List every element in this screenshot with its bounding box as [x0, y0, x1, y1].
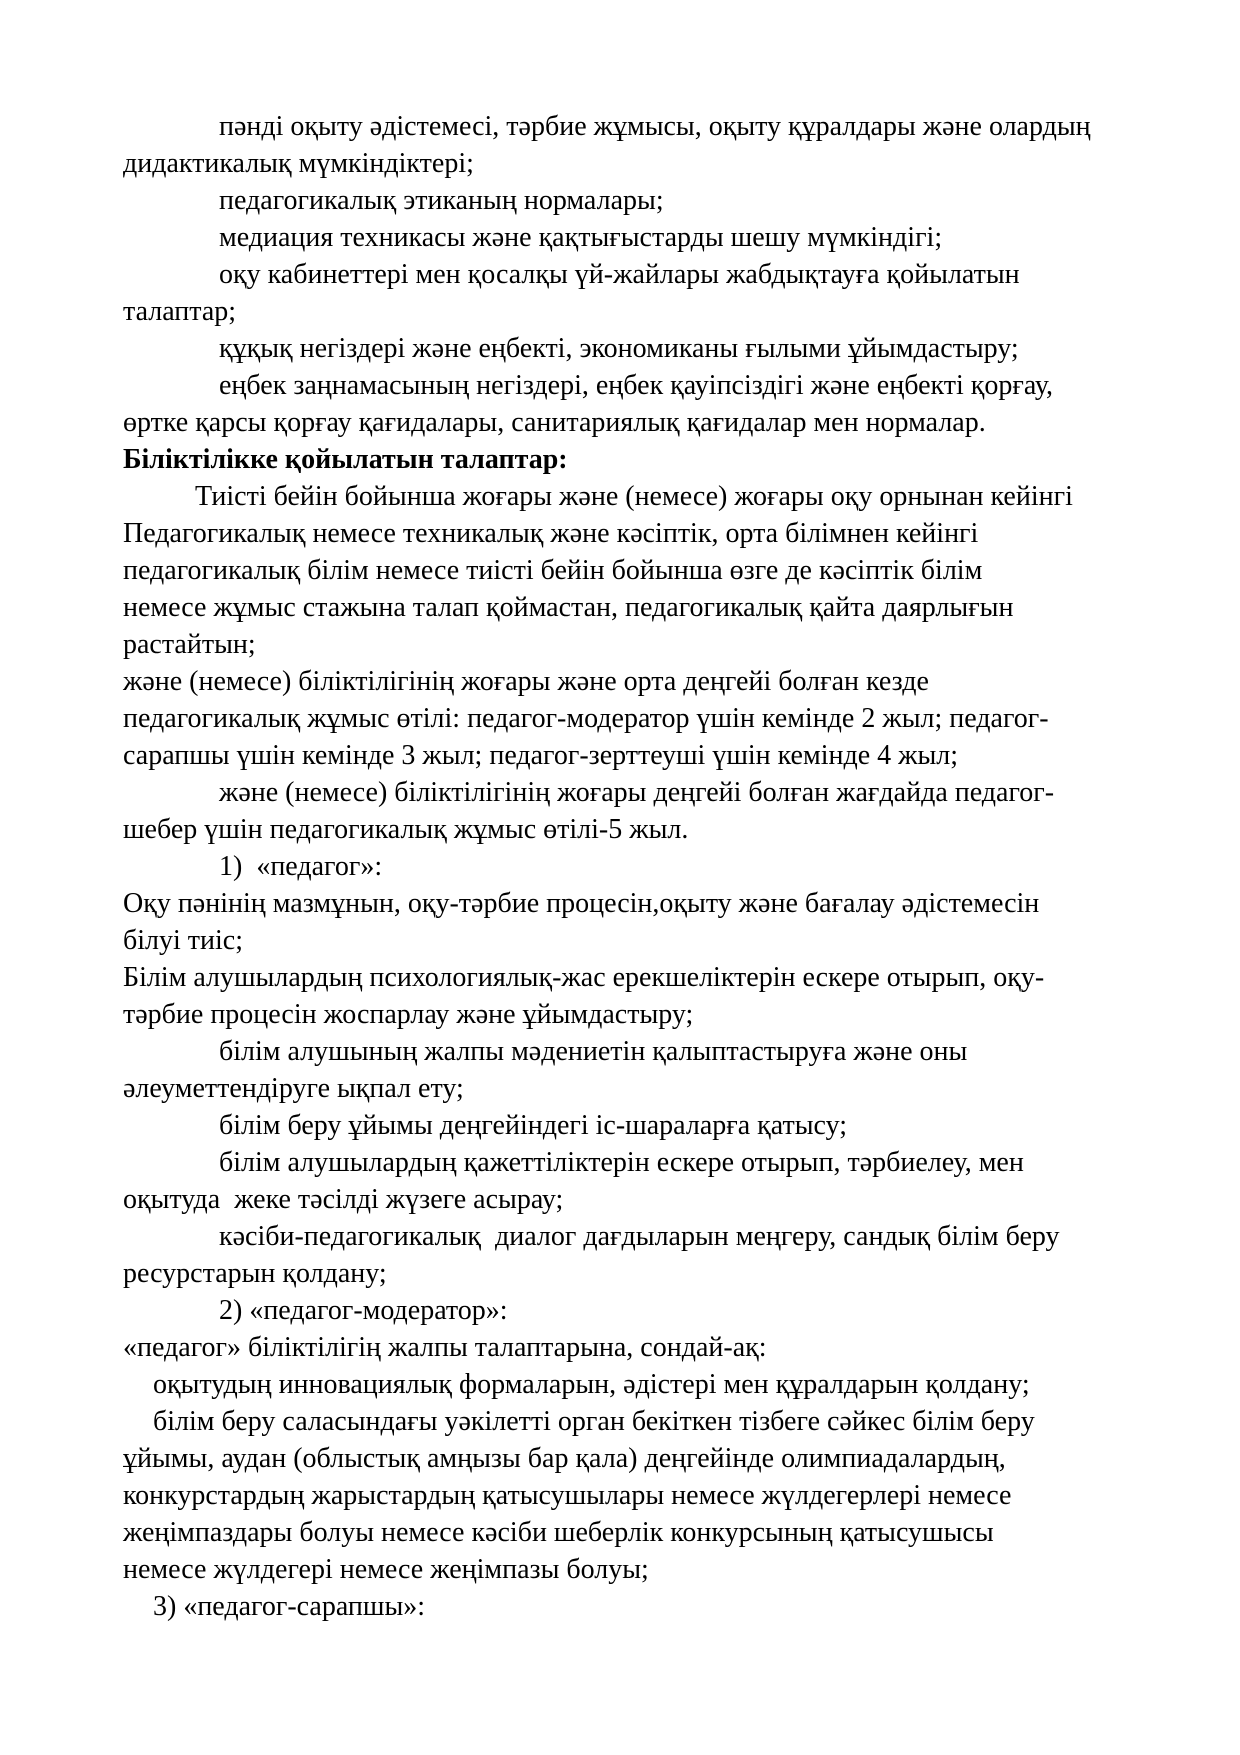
text-line: дидактикалық мүмкіндіктері;	[123, 148, 474, 179]
list-item-number-3: 3) «педагог-сарапшы»:	[153, 1591, 426, 1622]
text-line: өртке қарсы қорғау қағидалары, санитариялық қағидалар мен нормалар.	[123, 407, 986, 438]
text-line: «педагог» біліктілігің жалпы талаптарына, сондай-ақ:	[123, 1332, 767, 1363]
text-line: оқытуда жеке тәсілді жүзеге асырау;	[123, 1184, 564, 1215]
text-line: педагогикалық жұмыс өтілі: педагог-модератор үшін кемінде 2 жыл; педагог-	[123, 703, 1049, 734]
text-line: Білім алушылардың психологиялық-жас ерекшеліктерін ескере отырып, оқу-	[123, 962, 1045, 993]
text-line: педагогикалық білім немесе тиісті бейін бойынша өзге де кәсіптік білім	[123, 555, 983, 586]
text-line: жеңімпаздары болуы немесе кәсіби шеберлік конкурсының қатысушысы	[123, 1517, 994, 1548]
text-line: пәнді оқыту әдістемесі, тәрбие жұмысы, оқыту құралдары және олардың	[219, 111, 1091, 142]
text-line: білім беру ұйымы деңгейіндегі іс-шараларға қатысу;	[219, 1110, 847, 1141]
list-item-number-2: 2) «педагог-модератор»:	[219, 1295, 508, 1326]
text-line: білім алушылардың қажеттіліктерін ескере отырып, тәрбиелеу, мен	[219, 1147, 1024, 1178]
text-line: тәрбие процесін жоспарлау және ұйымдастыру;	[123, 999, 694, 1030]
text-line: білім беру саласындағы уәкілетті орган бекіткен тізбеге сәйкес білім беру	[153, 1406, 1035, 1437]
text-line: оқытудың инновациялық формаларын, әдістері мен құралдарын қолдану;	[153, 1369, 1030, 1400]
text-line: білуі тиіс;	[123, 925, 243, 956]
text-line: кәсіби-педагогикалық диалог дағдыларын меңгеру, сандық білім беру	[219, 1221, 1060, 1252]
text-line: шебер үшін педагогикалық жұмыс өтілі-5 жыл.	[123, 814, 689, 845]
list-item-number-1: 1) «педагог»:	[219, 851, 383, 882]
section-heading: Біліктілікке қойылатын талаптар:	[123, 444, 568, 475]
text-line: растайтын;	[123, 629, 256, 660]
text-line: немесе жүлдегері немесе жеңімпазы болуы;	[123, 1554, 649, 1585]
text-line: Оқу пәнінің мазмұнын, оқу-тәрбие процесін,оқыту және бағалау әдістемесін	[123, 888, 1040, 919]
text-line: және (немесе) біліктілігінің жоғары деңгейі болған жағдайда педагог-	[219, 777, 1055, 808]
text-line: немесе жұмыс стажына талап қоймастан, педагогикалық қайта даярлығын	[123, 592, 1014, 623]
text-line: білім алушының жалпы мәдениетін қалыптастыруға және оны	[219, 1036, 968, 1067]
text-line: оқу кабинеттері мен қосалқы үй-жайлары жабдықтауға қойылатын	[219, 259, 1020, 290]
text-line: әлеуметтендіруге ықпал ету;	[123, 1073, 464, 1104]
text-line: еңбек заңнамасының негіздері, еңбек қауіпсіздігі және еңбекті қорғау,	[219, 370, 1054, 401]
text-line: Педагогикалық немесе техникалық және кәсіптік, орта білімнен кейінгі	[123, 518, 979, 549]
text-line: талаптар;	[123, 296, 237, 327]
text-line: Тиісті бейін бойынша жоғары және (немесе) жоғары оқу орнынан кейінгі	[195, 481, 1073, 512]
text-line: медиация техникасы және қақтығыстарды шешу мүмкіндігі;	[219, 222, 943, 253]
text-line: конкурстардың жарыстардың қатысушылары немесе жүлдегерлері немесе	[123, 1480, 1012, 1511]
text-line: сарапшы үшін кемінде 3 жыл; педагог-зерттеуші үшін кемінде 4 жыл;	[123, 740, 959, 771]
text-line: ұйымы, аудан (облыстық амңызы бар қала) деңгейінде олимпиадалардың,	[123, 1443, 1006, 1474]
text-line: педагогикалық этиканың нормалары;	[219, 185, 664, 216]
text-line: және (немесе) біліктілігінің жоғары және орта деңгейі болған кезде	[123, 666, 929, 697]
text-line: ресурстарын қолдану;	[123, 1258, 387, 1289]
text-line: құқық негіздері және еңбекті, экономиканы ғылыми ұйымдастыру;	[219, 333, 1019, 364]
